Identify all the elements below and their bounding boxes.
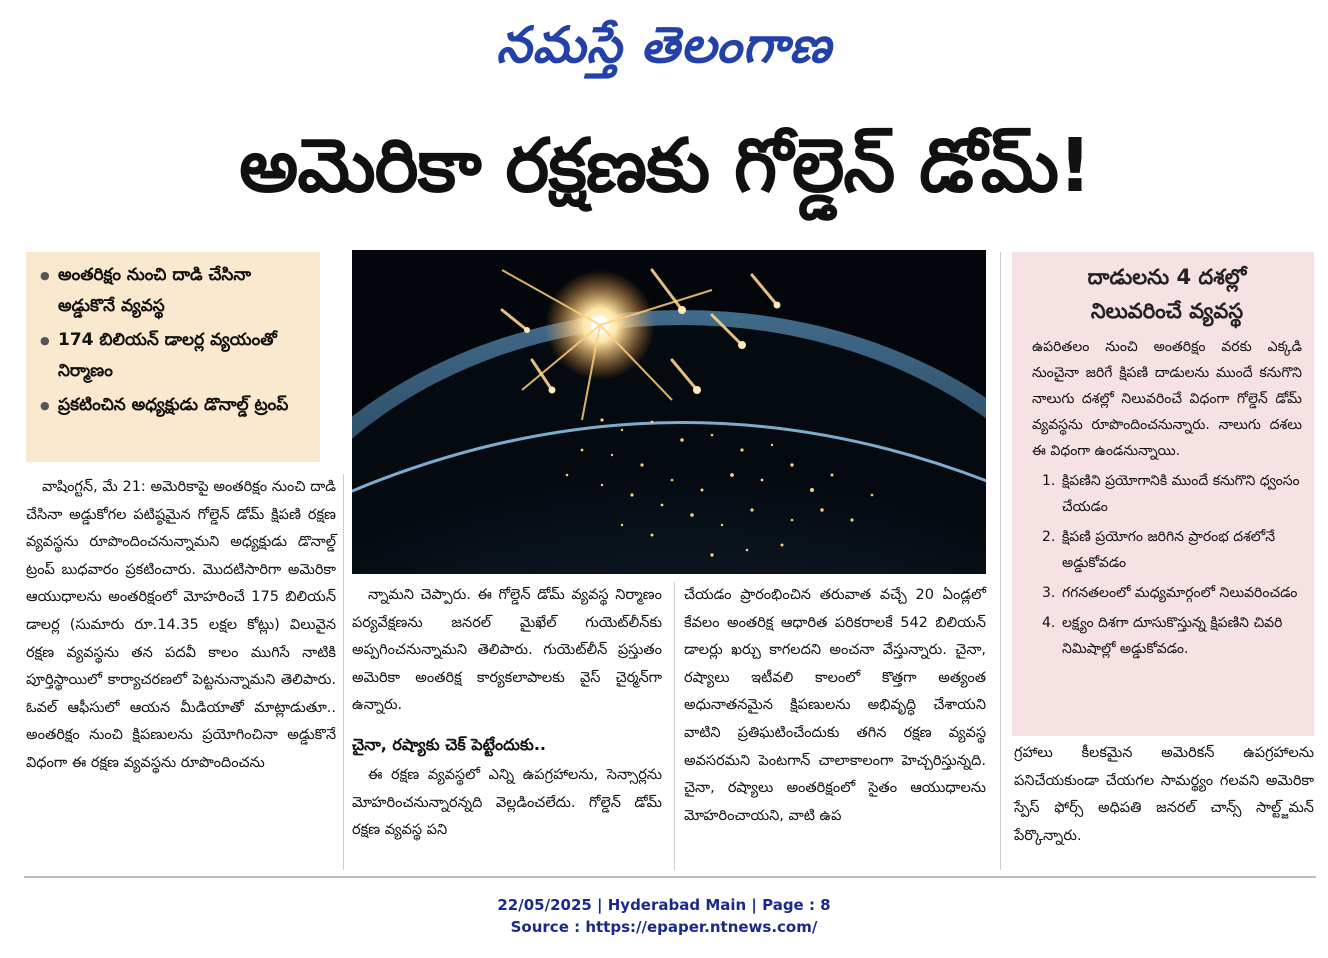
article-column-2 [352,582,662,845]
list-text: గగనతలంలో మధ్యమార్గంలో నిలువరించడం [1062,585,1298,601]
sidebar-list-item [1032,468,1302,520]
sidebar-list-item [1032,580,1302,606]
list-number: 4. [1042,615,1056,631]
article-column-1 [26,474,336,778]
footer-edition-info: 22/05/2025 | Hyderabad Main | Page : 8 [497,896,831,914]
article-text: వాషింగ్టన్, మే 21: అమెరికాపై అంతరిక్షం నుంచి దాడి చేసినా అడ్డుకోగల పటిష్ఠమైన గోల్డెన్ డోమ్ క్షిపణి రక్షణ వ్యవస్థను రూపొందించనున్నామని అధ్యక్షుడు డొనాల్డ్ ట్రంప్ బుధవారం ప్రకటించారు. మొదటిసారిగా అమెరికా ఆయుధాలను అంతరిక్షంలో మోహరించే 175 బిలియన్ డాలర్ల (సుమారు రూ.14.35 లక్షల కోట్లు) విలువైన రక్షణ వ్యవస్థను తన పదవీ కాలం ముగిసే నాటికి పూర్తిస్థాయిలో కార్యాచరణలో పెట్టనున్నామని తెలిపారు. ఓవల్ ఆఫీసులో ఆయన మీడియాతో మాట్లాడుతూ.. అంతరిక్షం నుంచి క్షిపణులను ప్రయోగించినా అడ్డుకొనే విధంగా ఈ రక్షణ వ్యవస్థను రూపొందించను [26,479,336,771]
column-divider [343,474,344,870]
article-column-4 [1014,740,1314,850]
page-bottom-rule [24,876,1316,878]
highlights-box [26,252,320,462]
article-text: గ్రహాలు కీలకమైన అమెరికన్ ఉపగ్రహాలను పనిచేయకుండా చేయగల సామర్థ్యం గలవని అమెరికా స్పేస్ ఫోర్స్ అధిపతి జనరల్ చాన్స్ సాల్ట్జ్‌మన్ పేర్కొన్నారు. [1014,745,1314,844]
list-number: 1. [1042,473,1056,489]
article-text: చేయడం ప్రారంభించిన తరువాత వచ్చే 20 ఏండ్లలో కేవలం అంతరిక్ష ఆధారిత పరికరాలకే 542 బిలియన్ డాలర్లు ఖర్చు కాగలదని అంచనా వేస్తున్నారు. చైనా, రష్యాలు ఇటీవలి కాలంలో కొత్తగా అత్యంత అధునాతనమైన క్షిపణులను అభివృద్ధి చేశాయని వాటిని ప్రతిఘటించేందుకు తగిన రక్షణ వ్యవస్థ అవసరమని పెంటగాన్ చాలాకాలంగా హెచ్చరిస్తున్నది. చైనా, రష్యాలు అంతరిక్షంలో సైతం ఆయుధాలను మోహరించాయని, వాటి ఉప [684,587,986,824]
sidebar-intro: ఉపరితలం నుంచి అంతరిక్షం వరకు ఎక్కడి నుంచైనా జరిగే క్షిపణి దాడులను ముందే కనుగొని నాలుగు దశల్లో నిలువరించే విధంగా గోల్డెన్ డోమ్ వ్యవస్థను రూపొందించనున్నారు. నాలుగు దశలు ఈ విధంగా ఉండనున్నాయి. [1032,339,1302,459]
list-text: క్షిపణి ప్రయోగం జరిగిన ప్రారంభ దశలోనే అడ్డుకోవడం [1062,529,1276,571]
footer-source-link[interactable]: Source : https://epaper.ntnews.com/ [510,918,818,936]
highlight-item: ● 174 బిలియన్ డాలర్ల వ్యయంతో నిర్మాణం [36,325,312,387]
highlight-item: ● ప్రకటించిన అధ్యక్షుడు డొనాల్డ్ ట్రంప్ [36,390,312,421]
earth-night-illustration [352,250,986,574]
list-number: 3. [1042,585,1056,601]
article-text: న్నామని చెప్పారు. ఈ గోల్డెన్ డోమ్ వ్యవస్థ నిర్మాణం పర్యవేక్షణను జనరల్ మైఖేల్ గుయెట్‌లీన్‌కు అప్పగించనున్నామని తెలిపారు. గుయెట్‌లీన్ ప్రస్తుతం అమెరికా అంతరిక్ష కార్యకలాపాలకు వైస్ చైర్మన్‌గా ఉన్నారు. [352,587,662,714]
list-number: 2. [1042,529,1056,545]
column-divider [1000,252,1001,870]
sidebar-list-item [1032,610,1302,662]
sidebar-title-line-2: నిలువరించే వ్యవస్థ [1090,299,1244,323]
article-text: ఈ రక్షణ వ్యవస్థలో ఎన్ని ఉపగ్రహాలను, సెన్సార్లను మోహరించనున్నారన్నది వెల్లడించలేదు. గోల్డెన్ డోమ్ రక్షణ వ్యవస్థ పని [352,766,662,839]
sidebar-title-line-1: దాడులను 4 దశల్లో [1087,265,1247,289]
article-subheading: చైనా, రష్యాకు చెక్ పెట్టేందుకు.. [352,734,547,754]
headline: అమెరికా రక్షణకు గోల్డెన్ డోమ్! [239,123,1091,209]
column-divider [674,582,675,870]
newspaper-masthead: నమస్తే తెలంగాణ [496,15,832,74]
highlight-item: ● అంతరిక్షం నుంచి దాడి చేసినా అడ్డుకొనే వ్యవస్థ [36,260,312,322]
sidebar-list [1032,468,1302,662]
sidebar-box [1012,252,1314,736]
list-text: లక్ష్యం దిశగా దూసుకొస్తున్న క్షిపణిని చివరి నిమిషాల్లో అడ్డుకోవడం. [1062,615,1283,657]
sidebar-list-item [1032,524,1302,576]
earth-missile-photo [352,250,986,574]
list-text: క్షిపణిని ప్రయోగానికి ముందే కనుగొని ధ్వంసం చేయడం [1062,473,1300,515]
article-column-3 [684,582,986,830]
